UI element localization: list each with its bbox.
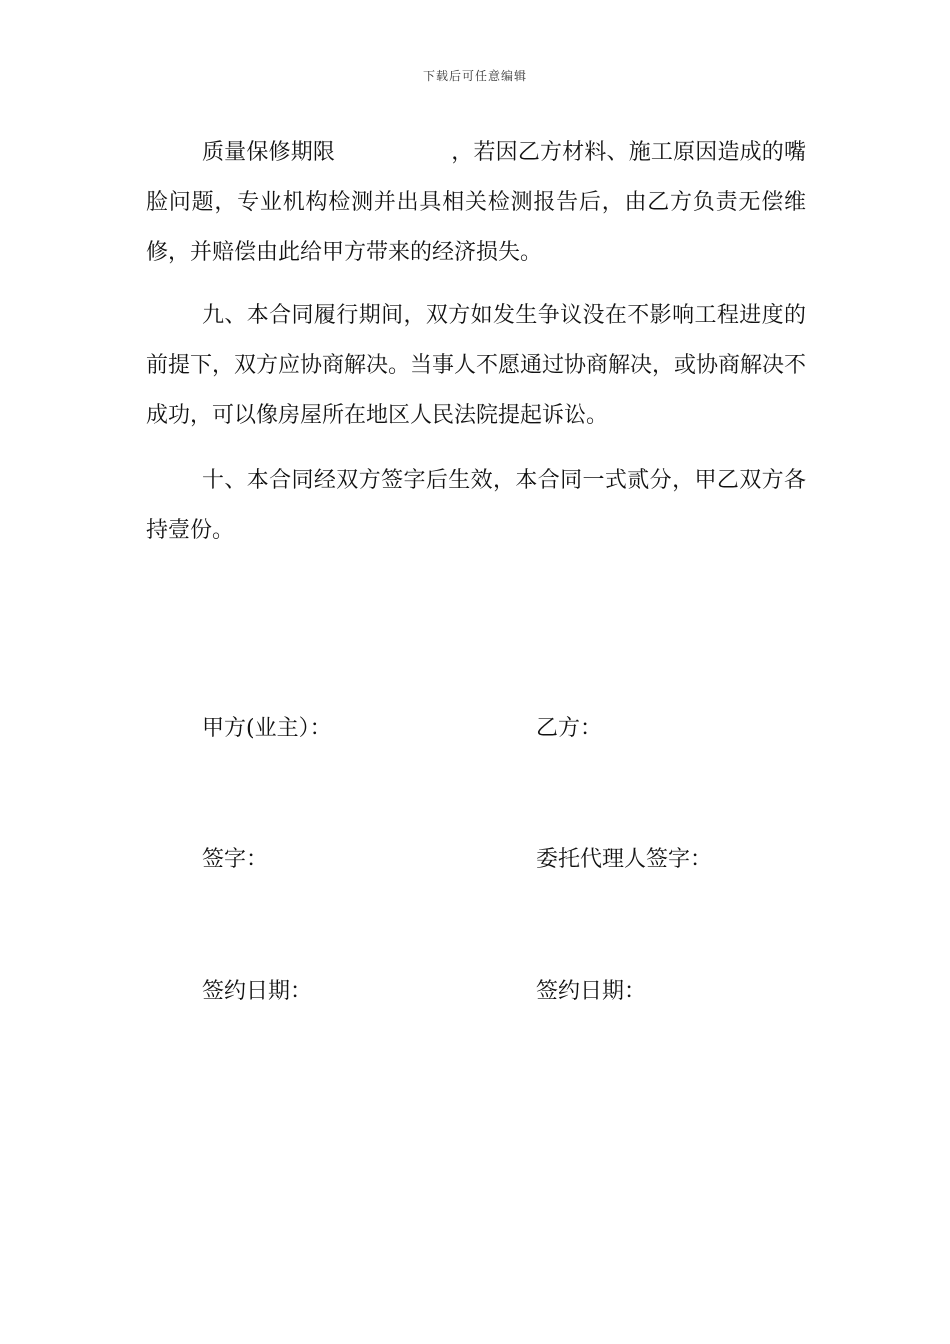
party-b-agent-signature-label: 委托代理人签字： [536,847,713,872]
party-b-label: 乙方： [536,716,603,741]
party-b-date-label: 签约日期： [536,979,647,1004]
page-header-note: 下载后可任意编辑 [422,69,527,83]
warranty-label: 质量保修期限 [202,140,336,165]
party-a-date-label: 签约日期： [202,979,313,1004]
paragraph-warranty [146,128,806,278]
paragraph-clause-10: 十、本合同经双方签字后生效，本合同一式贰分，甲乙双方各持壹份。 [146,468,806,543]
paragraph-clause-9: 九、本合同履行期间，双方如发生争议没在不影响工程进度的前提下，双方应协商解决。当事人不愿通过协商解决，或协商解决不成功，可以像房屋所在地区人民法院提起诉讼。 [146,303,807,428]
warranty-text: ，若因乙方材料、施工原因造成的嘴脸问题，专业机构检测并出具相关检测报告后，由乙方负责无偿维修，并赔偿由此给甲方带来的经济损失。 [146,140,806,265]
party-a-signature-label: 签字： [202,847,269,872]
party-a-label: 甲方(业主）： [202,716,332,741]
